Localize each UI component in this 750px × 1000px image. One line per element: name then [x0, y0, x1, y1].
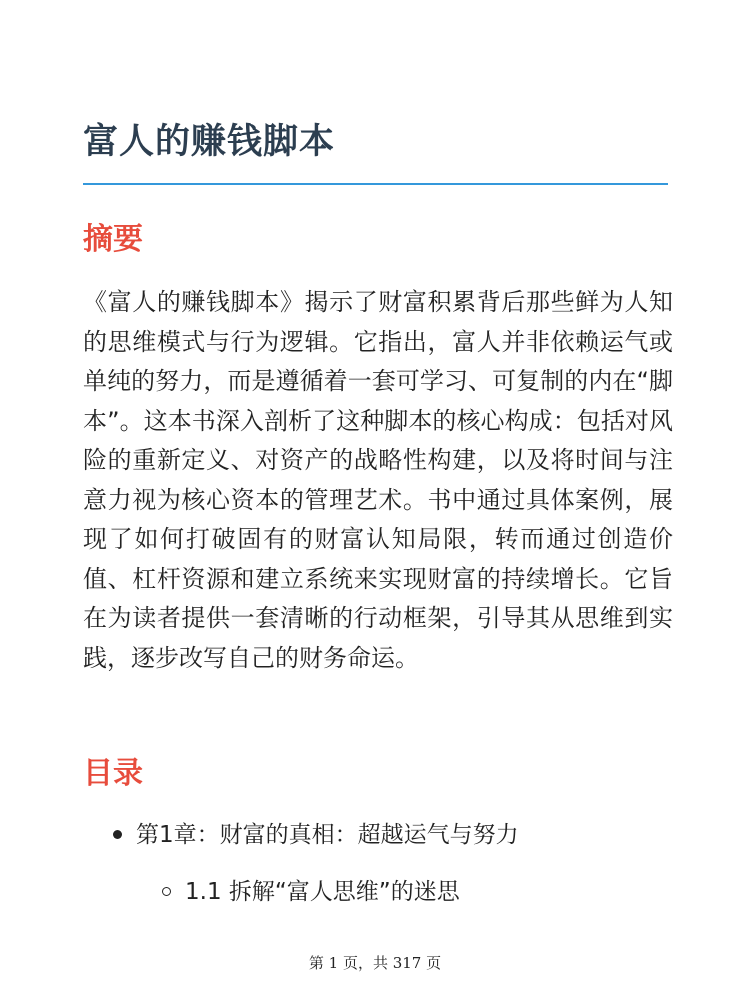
summary-heading: 摘要 [83, 222, 143, 257]
bullet-disc-icon [113, 830, 122, 839]
toc-heading: 目录 [83, 756, 143, 791]
toc-item-section-1-1[interactable] [162, 875, 460, 909]
summary-paragraph: 《富人的赚钱脚本》揭示了财富积累背后那些鲜为人知的思维模式与行为逻辑。它指出，富人并非依赖运气或单纯的努力，而是遵循着一套可学习、可复制的内在“脚本”。这本书深入剖析了这种脚本的核心构成：包括对风险的重新定义、对资产的战略性构建，以及将时间与注意力视为核心资本的管理艺术。书中通过具体案例，展现了如何打破固有的财富认知局限，转而通过创造价值、杠杆资源和建立系统来实现财富的持续增长。它旨在为读者提供一套清晰的行动框架，引导其从思维到实践，逐步改写自己的财务命运。 [83, 288, 673, 672]
title-divider [83, 183, 668, 185]
document-title: 富人的赚钱脚本 [83, 122, 336, 162]
page-footer: 第 1 页，共 317 页 [308, 954, 442, 972]
toc-item-label: 1.1 拆解“富人思维”的迷思 [185, 879, 460, 905]
toc-item-label: 第1章：财富的真相：超越运气与努力 [136, 822, 519, 848]
toc-item-chapter-1[interactable] [113, 818, 519, 852]
bullet-circle-icon [162, 887, 171, 896]
